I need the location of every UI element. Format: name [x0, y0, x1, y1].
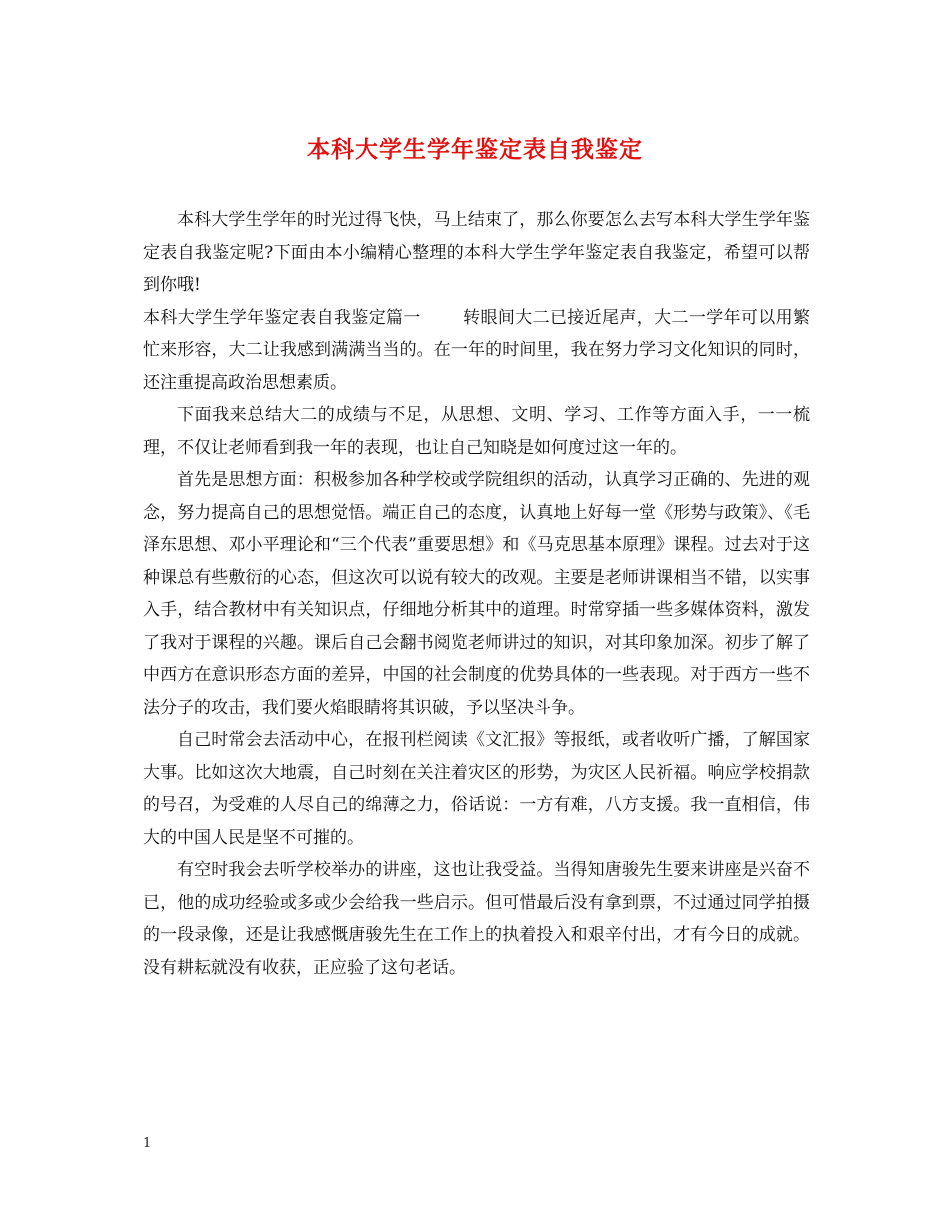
- body-paragraph-summary: 下面我来总结大二的成绩与不足，从思想、文明、学习、工作等方面入手，一一梳理，不仅让老师看到我一年的表现，也让自己知晓是如何度过这一年的。: [143, 405, 810, 458]
- section-first-text: 转眼间大二已接近尾声，大二一学年可以用繁忙来形容，大二让我感到满满当当的。在一年的时间里，我在努力学习文化知识的同时，还注重提高政治思想素质。: [143, 307, 811, 393]
- intro-paragraph: 本科大学生学年的时光过得飞快，马上结束了，那么你要怎么去写本科大学生学年鉴定表自我鉴定呢?下面由本小编精心整理的本科大学生学年鉴定表自我鉴定，希望可以帮到你哦!: [143, 210, 810, 295]
- body-paragraph-lectures: 有空时我会去听学校举办的讲座，这也让我受益。当得知唐骏先生要来讲座是兴奋不已，他的成功经验或多或少会给我一些启示。但可惜最后没有拿到票，不过通过同学拍摄的一段录像，还是让我感慨唐骏先生在工作上的执着投入和艰辛付出，才有今日的成就。没有耕耘就没有收获，正应验了这句老话。: [143, 860, 810, 978]
- page-number: 1: [143, 1136, 152, 1151]
- body-paragraph-thought: 首先是思想方面：积极参加各种学校或学院组织的活动，认真学习正确的、先进的观念，努力提高自己的思想觉悟。端正自己的态度，认真地上好每一堂《形势与政策》、《毛泽东思想、邓小平理论和“三个代表”重要思想》和《马克思基本原理》课程。过去对于这种课总有些敷衍的心态，但这次可以说有较大的改观。主要是老师讲课相当不错，以实事入手，结合教材中有关知识点，仔细地分析其中的道理。时常穿插一些多媒体资料，激发了我对于课程的兴趣。课后自己会翻书阅览老师讲过的知识，对其印象加深。初步了解了中西方在意识形态方面的差异，中国的社会制度的优势具体的一些表现。对于西方一些不法分子的攻击，我们要火焰眼睛将其识破，予以坚决斗争。: [143, 470, 810, 718]
- document-title: 本科大学生学年鉴定表自我鉴定: [307, 136, 643, 163]
- section-heading: 本科大学生学年鉴定表自我鉴定篇一: [143, 307, 421, 328]
- section-paragraph: [143, 302, 810, 400]
- document-body: [143, 204, 810, 984]
- body-paragraph-news: 自己时常会去活动中心，在报刊栏阅读《文汇报》等报纸，或者收听广播，了解国家大事。比如这次大地震，自己时刻在关注着灾区的形势，为灾区人民祈福。响应学校捐款的号召，为受难的人尽自己的绵薄之力，俗话说：一方有难，八方支援。我一直相信，伟大的中国人民是坚不可摧的。: [143, 730, 810, 848]
